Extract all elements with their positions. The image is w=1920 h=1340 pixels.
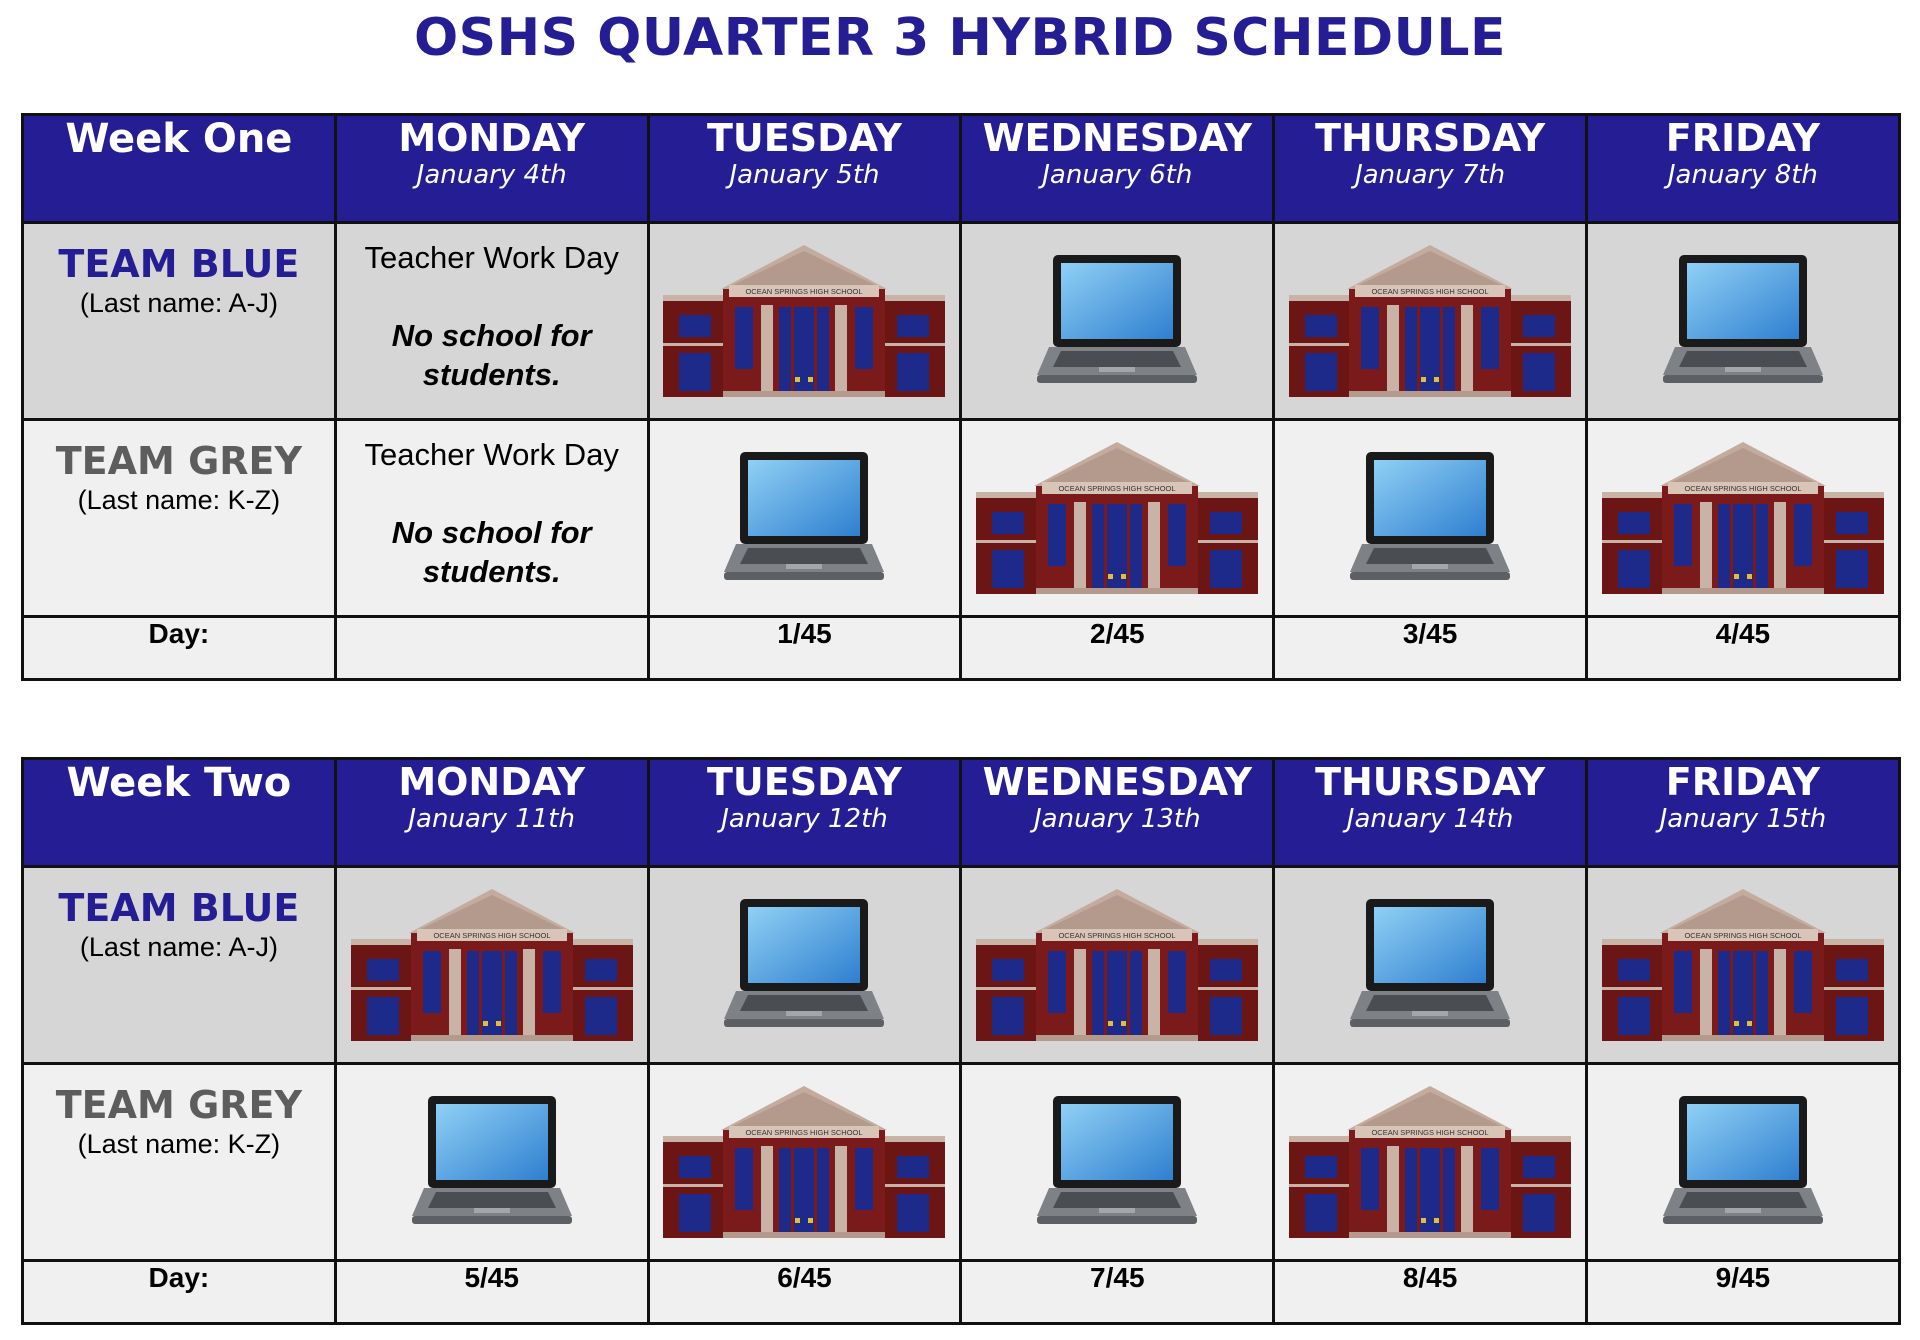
schedule-cell bbox=[648, 223, 961, 420]
no-school-note: No school for students. bbox=[391, 515, 592, 589]
day-count: 1/45 bbox=[648, 617, 961, 680]
school-sign-text: OCEAN SPRINGS HIGH SCHOOL bbox=[745, 1128, 864, 1137]
school-building-icon bbox=[650, 224, 960, 418]
day-count: 4/45 bbox=[1586, 617, 1899, 680]
laptop-icon bbox=[962, 224, 1272, 418]
no-school-note: No school for students. bbox=[391, 318, 592, 392]
day-count: 8/45 bbox=[1274, 1261, 1587, 1324]
team-name: TEAM GREY bbox=[55, 439, 303, 483]
team-name: TEAM GREY bbox=[55, 1083, 303, 1127]
school-building-icon bbox=[1275, 1065, 1585, 1259]
day-count: 7/45 bbox=[961, 1261, 1274, 1324]
schedule-cell bbox=[1274, 420, 1587, 617]
school-building-icon bbox=[962, 421, 1272, 615]
day-header bbox=[1274, 759, 1587, 867]
day-header bbox=[648, 759, 961, 867]
day-name: MONDAY bbox=[398, 116, 586, 160]
team-range: (Last name: A-J) bbox=[79, 288, 278, 318]
day-header bbox=[335, 115, 648, 223]
laptop-icon bbox=[650, 868, 960, 1062]
laptop-icon bbox=[1588, 1065, 1898, 1259]
schedule-cell bbox=[1586, 420, 1899, 617]
school-sign-text: OCEAN SPRINGS HIGH SCHOOL bbox=[1684, 931, 1802, 940]
schedule-cell bbox=[1586, 1064, 1899, 1261]
day-date: January 8th bbox=[1667, 160, 1818, 190]
schedule-cell bbox=[648, 1064, 961, 1261]
team-label-cell bbox=[23, 867, 336, 1064]
day-count: 2/45 bbox=[961, 617, 1274, 680]
day-date: January 15th bbox=[1659, 804, 1827, 834]
page-title: OSHS QUARTER 3 HYBRID SCHEDULE bbox=[413, 8, 1507, 68]
teacher-work-day-label: Teacher Work Day bbox=[364, 437, 619, 472]
header-row bbox=[23, 759, 1900, 867]
day-count: 3/45 bbox=[1274, 617, 1587, 680]
team-grey-row bbox=[23, 420, 1900, 617]
schedule-cell bbox=[1274, 1064, 1587, 1261]
school-sign-text: OCEAN SPRINGS HIGH SCHOOL bbox=[1684, 484, 1802, 493]
teacher-work-day-label: Teacher Work Day bbox=[364, 240, 619, 275]
day-name: FRIDAY bbox=[1665, 116, 1820, 160]
schedule-cell bbox=[335, 867, 648, 1064]
week-one-table bbox=[21, 113, 1901, 681]
day-date: January 7th bbox=[1355, 160, 1506, 190]
day-name: WEDNESDAY bbox=[982, 116, 1252, 160]
team-range: (Last name: K-Z) bbox=[77, 485, 281, 515]
day-count: 5/45 bbox=[335, 1261, 648, 1324]
day-header bbox=[335, 759, 648, 867]
day-name: TUESDAY bbox=[707, 116, 902, 160]
schedule-cell bbox=[1274, 223, 1587, 420]
school-sign-text: OCEAN SPRINGS HIGH SCHOOL bbox=[1371, 287, 1489, 296]
day-date: January 5th bbox=[729, 160, 880, 190]
team-range: (Last name: A-J) bbox=[79, 932, 278, 962]
day-count-row bbox=[23, 617, 1900, 680]
day-name: TUESDAY bbox=[707, 760, 902, 804]
laptop-icon bbox=[337, 1065, 647, 1259]
header-row bbox=[23, 115, 1900, 223]
day-header bbox=[648, 115, 961, 223]
team-blue-row bbox=[23, 867, 1900, 1064]
schedule-cell bbox=[961, 420, 1274, 617]
laptop-icon bbox=[1275, 421, 1585, 615]
day-header bbox=[1274, 115, 1587, 223]
day-date: January 11th bbox=[408, 804, 575, 834]
school-building-icon bbox=[337, 868, 647, 1062]
schedule-cell bbox=[961, 1064, 1274, 1261]
school-building-icon bbox=[1588, 421, 1898, 615]
school-building-icon bbox=[1588, 868, 1898, 1062]
day-header bbox=[961, 759, 1274, 867]
day-count-label: Day: bbox=[23, 617, 336, 680]
day-date: January 4th bbox=[416, 160, 567, 190]
laptop-icon bbox=[1275, 868, 1585, 1062]
schedule-cell bbox=[1586, 223, 1899, 420]
team-grey-row bbox=[23, 1064, 1900, 1261]
day-count bbox=[335, 617, 648, 680]
school-sign-text: OCEAN SPRINGS HIGH SCHOOL bbox=[1371, 1128, 1489, 1137]
day-count-row bbox=[23, 1261, 1900, 1324]
day-name: THURSDAY bbox=[1315, 760, 1546, 804]
week-label-cell bbox=[23, 115, 336, 223]
laptop-icon bbox=[962, 1065, 1272, 1259]
team-name: TEAM BLUE bbox=[58, 242, 300, 286]
schedule-cell bbox=[648, 420, 961, 617]
schedule-cell bbox=[961, 867, 1274, 1064]
day-count: 9/45 bbox=[1586, 1261, 1899, 1324]
week-label: Week Two bbox=[66, 760, 292, 806]
school-sign-text: OCEAN SPRINGS HIGH SCHOOL bbox=[433, 931, 551, 940]
day-header bbox=[961, 115, 1274, 223]
day-name: MONDAY bbox=[398, 760, 586, 804]
day-header bbox=[1586, 759, 1899, 867]
team-range: (Last name: K-Z) bbox=[77, 1129, 281, 1159]
schedule-cell bbox=[961, 223, 1274, 420]
day-date: January 12th bbox=[721, 804, 888, 834]
teacher-work-day-cell bbox=[335, 223, 648, 420]
schedule-cell bbox=[1586, 867, 1899, 1064]
day-header bbox=[1586, 115, 1899, 223]
laptop-icon bbox=[1588, 224, 1898, 418]
school-sign-text: OCEAN SPRINGS HIGH SCHOOL bbox=[1058, 931, 1176, 940]
school-building-icon bbox=[1275, 224, 1585, 418]
team-blue-row bbox=[23, 223, 1900, 420]
team-label-cell bbox=[23, 1064, 336, 1261]
day-name: THURSDAY bbox=[1315, 116, 1546, 160]
schedule-cell bbox=[1274, 867, 1587, 1064]
schedule-cell bbox=[335, 1064, 648, 1261]
day-date: January 6th bbox=[1042, 160, 1193, 190]
week-label: Week One bbox=[65, 116, 293, 162]
day-name: WEDNESDAY bbox=[982, 760, 1252, 804]
day-date: January 14th bbox=[1346, 804, 1514, 834]
school-sign-text: OCEAN SPRINGS HIGH SCHOOL bbox=[745, 287, 864, 296]
school-building-icon bbox=[650, 1065, 960, 1259]
team-name: TEAM BLUE bbox=[58, 886, 300, 930]
schedule-cell bbox=[648, 867, 961, 1064]
day-count: 6/45 bbox=[648, 1261, 961, 1324]
week-two-table bbox=[21, 757, 1901, 1325]
school-sign-text: OCEAN SPRINGS HIGH SCHOOL bbox=[1058, 484, 1176, 493]
week-label-cell bbox=[23, 759, 336, 867]
day-count-label: Day: bbox=[23, 1261, 336, 1324]
team-label-cell bbox=[23, 223, 336, 420]
school-building-icon bbox=[962, 868, 1272, 1062]
teacher-work-day-cell bbox=[335, 420, 648, 617]
day-name: FRIDAY bbox=[1665, 760, 1820, 804]
laptop-icon bbox=[650, 421, 960, 615]
team-label-cell bbox=[23, 420, 336, 617]
day-date: January 13th bbox=[1033, 804, 1201, 834]
